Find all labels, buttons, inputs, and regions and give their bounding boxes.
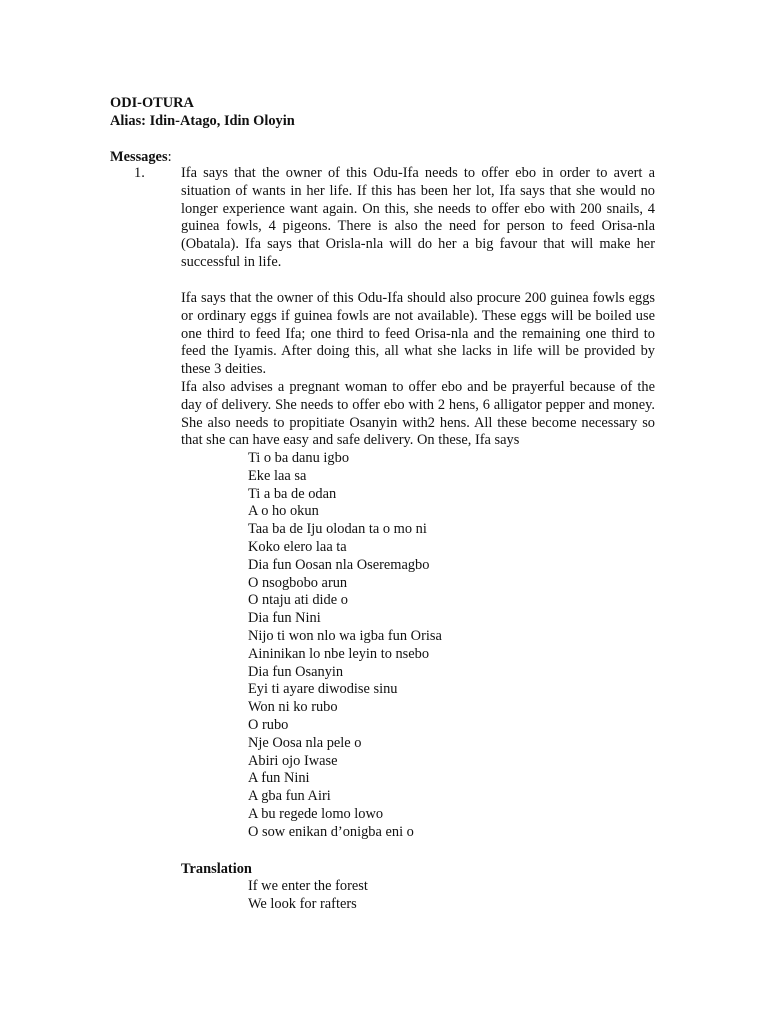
- verse-list: [248, 450, 442, 842]
- verse-line: Ti o ba danu igbo: [248, 450, 350, 466]
- message-paragraph-1: Ifa says that the owner of this Odu-Ifa needs to offer ebo in order to avert a situation of wants in her life. If this has been her lot, Ifa says that she would no longer experience want again. On this, she needs to offer ebo with 200 snails, 4 guinea fowls, 4 pigeons. There is also the need for person to feed Orisa-nla (Obatala). Ifa says that Orisla-nla will do her a big favour that will make her successful in life.: [181, 165, 655, 270]
- verse-line: Eyi ti ayare diwodise sinu: [248, 681, 398, 698]
- verse-line: O ntaju ati dide o: [248, 592, 348, 609]
- verse-line: A o ho okun: [248, 503, 319, 520]
- verse-line: A bu regede lomo lowo: [248, 805, 384, 822]
- list-item-number: 1.: [134, 165, 145, 181]
- message-paragraph-3: Ifa also advises a pregnant woman to offer ebo and be prayerful because of the day of delivery. She needs to offer ebo with 2 hens, 6 alligator pepper and money. She also needs to propitiate Osanyin with2 hens. All these become necessary so that she can have easy and safe delivery. On these, Ifa says: [181, 379, 655, 449]
- verse-line: Koko elero laa ta: [248, 538, 347, 555]
- messages-heading: [110, 148, 172, 166]
- document-alias: Alias: Idin-Atago, Idin Oloyin: [110, 113, 295, 129]
- message-paragraph-2: Ifa says that the owner of this Odu-Ifa should also procure 200 guinea fowls eggs or ordinary eggs if guinea fowls are not available). These eggs will be boiled use one third to feed Ifa; one third to feed Orisa-nla and the remaining one third to feed the Iyamis. After doing this, all what she lacks in life will be provided by these 3 deities.: [181, 290, 655, 378]
- verse-line: Abiri ojo Iwase: [248, 752, 338, 769]
- verse-line: Nijo ti won nlo wa igba fun Orisa: [248, 627, 442, 644]
- verse-line: Dia fun Nini: [248, 610, 321, 627]
- verse-line: Dia fun Osanyin: [248, 663, 344, 680]
- messages-colon: :: [167, 149, 172, 165]
- translation-heading: Translation: [181, 861, 252, 877]
- verse-line: A gba fun Airi: [248, 788, 331, 805]
- verse-line: Won ni ko rubo: [248, 699, 338, 716]
- verse-line: Eke laa sa: [248, 467, 307, 484]
- verse-line: Ti a ba de odan: [248, 485, 337, 502]
- document-title: ODI-OTURA: [110, 95, 194, 111]
- verse-line: Nje Oosa nla pele o: [248, 734, 362, 751]
- verse-line: O rubo: [248, 716, 289, 733]
- verse-line: Taa ba de Iju olodan ta o mo ni: [248, 521, 427, 538]
- translation-line: We look for rafters: [248, 895, 357, 912]
- verse-line: Dia fun Oosan nla Oseremagbo: [248, 556, 430, 573]
- translation-list: [248, 878, 368, 914]
- verse-line: O nsogbobo arun: [248, 574, 348, 591]
- translation-line: If we enter the forest: [248, 878, 368, 894]
- verse-line: O sow enikan d’onigba eni o: [248, 823, 414, 840]
- verse-line: Aininikan lo nbe leyin to nsebo: [248, 645, 430, 662]
- messages-label: Messages: [110, 149, 168, 165]
- verse-line: A fun Nini: [248, 770, 310, 787]
